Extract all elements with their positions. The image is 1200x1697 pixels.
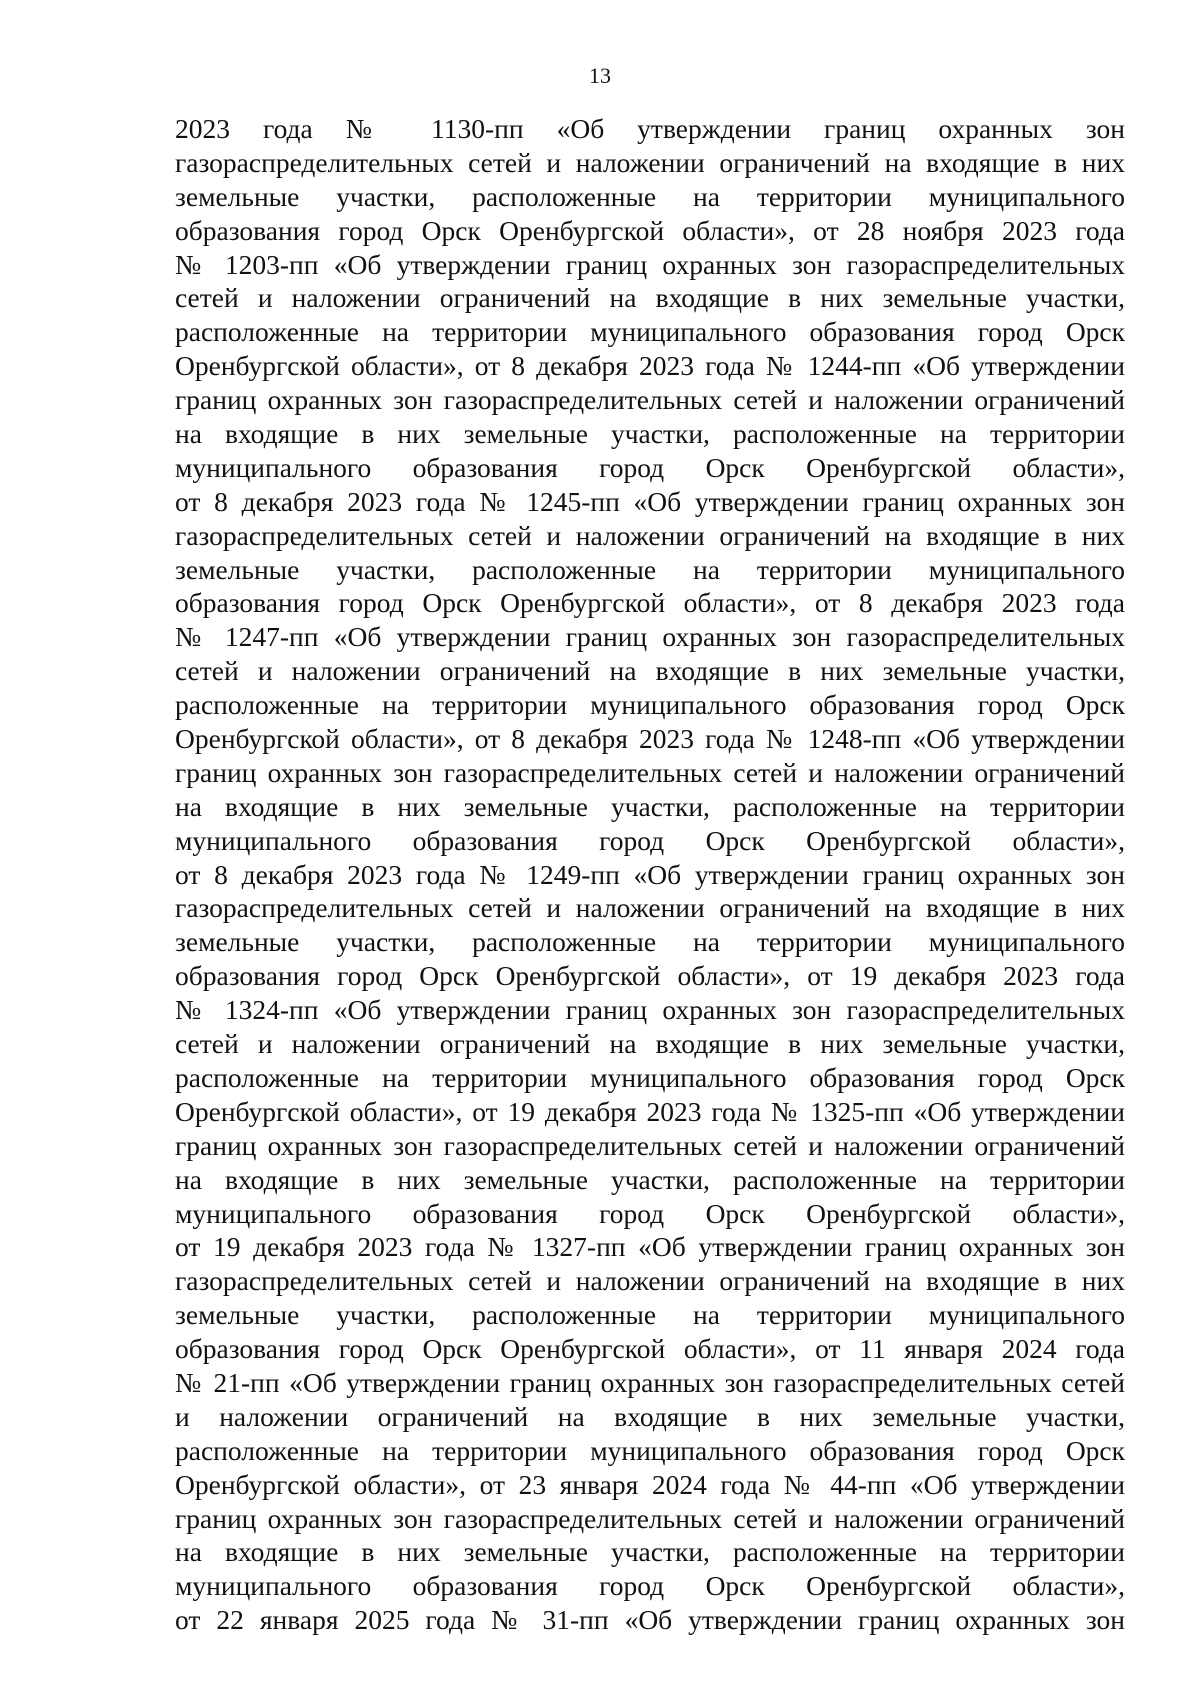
text-line: на входящие в них земельные участки, расположенные на территории xyxy=(175,1536,1125,1568)
text-line: газораспределительных сетей и наложении ограничений на входящие в них xyxy=(175,146,1125,178)
text-line: расположенные на территории муниципального образования город Орск xyxy=(175,1434,1125,1466)
text-line: от 8 декабря 2023 года № 1249-пп «Об утверждении границ охранных зон xyxy=(175,858,1125,890)
text-line: образования город Орск Оренбургской области», от 28 ноября 2023 года xyxy=(175,214,1125,246)
text-line: № 21-пп «Об утверждении границ охранных зон газораспределительных сетей xyxy=(175,1366,1125,1398)
text-line: от 22 января 2025 года № 31-пп «Об утверждении границ охранных зон xyxy=(175,1604,1125,1636)
text-line: расположенные на территории муниципального образования город Орск xyxy=(175,689,1125,721)
text-line: муниципального образования город Орск Оренбургской области», xyxy=(175,451,1125,483)
text-line: газораспределительных сетей и наложении ограничений на входящие в них xyxy=(175,519,1125,551)
text-line: Оренбургской области», от 8 декабря 2023 года № 1244-пп «Об утверждении xyxy=(175,350,1125,382)
text-line: от 8 декабря 2023 года № 1245-пп «Об утверждении границ охранных зон xyxy=(175,485,1125,517)
text-line: сетей и наложении ограничений на входящие в них земельные участки, xyxy=(175,282,1125,314)
text-line: границ охранных зон газораспределительных сетей и наложении ограничений xyxy=(175,756,1125,788)
text-line: муниципального образования город Орск Оренбургской области», xyxy=(175,824,1125,856)
text-line: № 1203-пп «Об утверждении границ охранных зон газораспределительных xyxy=(175,248,1125,280)
text-line: газораспределительных сетей и наложении ограничений на входящие в них xyxy=(175,1265,1125,1297)
text-line: 2023 года № 1130-пп «Об утверждении границ охранных зон xyxy=(175,113,1125,144)
text-line: газораспределительных сетей и наложении ограничений на входящие в них xyxy=(175,892,1125,924)
text-line: муниципального образования город Орск Оренбургской области», xyxy=(175,1197,1125,1229)
text-line: границ охранных зон газораспределительных сетей и наложении ограничений xyxy=(175,384,1125,416)
text-line: № 1247-пп «Об утверждении границ охранных зон газораспределительных xyxy=(175,621,1125,653)
text-line: земельные участки, расположенные на территории муниципального xyxy=(175,553,1125,585)
text-line: Оренбургской области», от 19 декабря 2023 года № 1325-пп «Об утверждении xyxy=(175,1095,1125,1127)
text-line: № 1324-пп «Об утверждении границ охранных зон газораспределительных xyxy=(175,994,1125,1026)
text-line: образования город Орск Оренбургской области», от 8 декабря 2023 года xyxy=(175,587,1125,619)
text-line: образования город Орск Оренбургской области», от 19 декабря 2023 года xyxy=(175,960,1125,992)
text-line: образования город Орск Оренбургской области», от 11 января 2024 года xyxy=(175,1333,1125,1365)
page-number: 13 xyxy=(589,63,611,88)
text-line: на входящие в них земельные участки, расположенные на территории xyxy=(175,790,1125,822)
text-line: муниципального образования город Орск Оренбургской области», xyxy=(175,1570,1125,1602)
text-line: земельные участки, расположенные на территории муниципального xyxy=(175,180,1125,212)
text-line: сетей и наложении ограничений на входящие в них земельные участки, xyxy=(175,655,1125,687)
text-line: и наложении ограничений на входящие в них земельные участки, xyxy=(175,1400,1125,1432)
text-line: границ охранных зон газораспределительных сетей и наложении ограничений xyxy=(175,1129,1125,1161)
text-line: земельные участки, расположенные на территории муниципального xyxy=(175,926,1125,958)
text-line: сетей и наложении ограничений на входящие в них земельные участки, xyxy=(175,1028,1125,1060)
text-line: Оренбургской области», от 23 января 2024 года № 44-пп «Об утверждении xyxy=(175,1468,1125,1500)
text-line: расположенные на территории муниципального образования город Орск xyxy=(175,1061,1125,1093)
text-line: Оренбургской области», от 8 декабря 2023 года № 1248-пп «Об утверждении xyxy=(175,723,1125,755)
text-line: на входящие в них земельные участки, расположенные на территории xyxy=(175,1163,1125,1195)
text-line: от 19 декабря 2023 года № 1327-пп «Об утверждении границ охранных зон xyxy=(175,1231,1125,1263)
text-line: границ охранных зон газораспределительных сетей и наложении ограничений xyxy=(175,1502,1125,1534)
body-text xyxy=(175,112,1125,1637)
text-line: расположенные на территории муниципального образования город Орск xyxy=(175,316,1125,348)
text-line: земельные участки, расположенные на территории муниципального xyxy=(175,1299,1125,1331)
text-line: на входящие в них земельные участки, расположенные на территории xyxy=(175,418,1125,450)
